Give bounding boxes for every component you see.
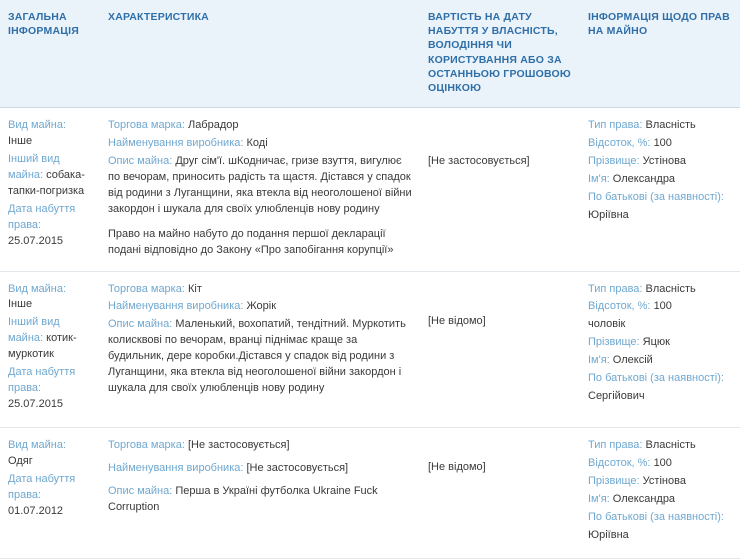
field-other-property-type [8,315,92,363]
field-right-type [588,282,732,298]
field-manufacturer [108,299,412,315]
cell-characteristic [100,428,420,559]
label-description: Опис майна: [108,154,173,167]
value-description: Маленький, вохопатий, тендітний. Муркотить колисквові по вечорам, вранці піднімає краще за будильник, дере коробки.Дістався у спадок від родини з Луганщини, яка втекла від неоголошеної війни закордон і шукала для своїх улюбленців нову родину [108,318,406,395]
value-acquired-date: 25.07.2015 [8,234,64,247]
cell-rights [580,108,740,272]
value-patronymic: Сергійович [588,390,645,403]
label-patronymic: По батькові (за наявності): [588,372,724,385]
value-patronymic: Юріївна [588,208,629,221]
label-trademark: Торгова марка: [108,119,185,132]
label-patronymic: По батькові (за наявності): [588,510,724,523]
field-trademark [108,282,412,298]
cell-cost [420,271,580,428]
field-manufacturer [108,461,412,477]
field-name [588,492,732,508]
label-acquired-date: Дата набуття права: [8,202,76,231]
field-description [108,484,412,516]
label-surname: Прізвище: [588,474,640,487]
field-trademark [108,438,412,454]
label-trademark: Торгова марка: [108,439,185,452]
field-description [108,154,412,218]
label-trademark: Торгова марка: [108,282,185,295]
label-right-type: Тип права: [588,282,643,295]
value-patronymic: Юріївна [588,528,629,541]
column-header-general-info: ЗАГАЛЬНА ІНФОРМАЦІЯ [0,0,100,108]
value-percent: 100 [653,300,672,313]
field-surname [588,474,732,490]
value-acquired-date: 25.07.2015 [8,398,64,411]
field-right-type [588,438,732,454]
label-other-property-type: Інший вид майна: [8,316,60,345]
value-property-type: Інше [8,298,33,311]
cell-cost [420,428,580,559]
label-percent: Відсоток, %: [588,136,651,149]
field-trademark [108,118,412,134]
value-description: Перша в Україні футболка Ukraine Fuck Corruption [108,484,378,513]
field-surname [588,335,732,351]
column-header-cost: ВАРТІСТЬ НА ДАТУ НАБУТТЯ У ВЛАСНІСТЬ, ВОЛОДІННЯ ЧИ КОРИСТУВАННЯ АБО ЗА ОСТАННЬОЮ ГРОШОВОЮ ОЦІНКОЮ [420,0,580,108]
label-percent: Відсоток, %: [588,300,651,313]
column-header-rights: ІНФОРМАЦІЯ ЩОДО ПРАВ НА МАЙНО [580,0,740,108]
value-manufacturer: Коді [246,136,268,149]
field-description [108,317,412,397]
field-property-type [8,118,92,150]
table-row [0,108,740,272]
table-header-row [0,0,740,108]
label-percent: Відсоток, %: [588,456,651,469]
field-name [588,353,732,369]
value-surname: Устінова [642,474,686,487]
table-row [0,271,740,428]
value-cost: [Не відомо] [428,461,486,474]
field-patronymic [588,371,732,387]
cell-cost [420,108,580,272]
label-other-property-type: Інший вид майна: [8,152,60,181]
label-name: Ім'я: [588,354,610,367]
field-property-type [8,282,92,314]
label-acquired-date: Дата набуття права: [8,472,76,501]
value-name: Олександра [612,492,676,505]
cell-general-info [0,271,100,428]
value-property-type: Інше [8,134,33,147]
field-manufacturer [108,136,412,152]
value-description: Друг сім'ї. шКодничає, гризе взуття, вигулює по вечорам, приносить радість та щастя. Дістався у спадок від родини з Луганщини, яка втекла від неоголошеної війни закордон і шукала для своїх улюбленців нову родину [108,154,412,215]
cell-rights [580,428,740,559]
label-surname: Прізвище: [588,154,640,167]
field-percent [588,136,732,152]
label-name: Ім'я: [588,492,610,505]
value-name: Олександра [612,172,676,185]
field-patronymic [588,190,732,206]
field-acquired-date [8,202,92,250]
field-surname [588,154,732,170]
label-patronymic: По батькові (за наявності): [588,190,724,203]
field-percent [588,456,732,472]
label-property-type: Вид майна: [8,282,67,295]
value-surname: Яцюк [642,336,670,349]
value-right-type: Власність [645,282,696,295]
value-manufacturer: [Не застосовується] [246,461,349,474]
value-legal-note: Право на майно набуто до подання першої декларації подані відповідно до Закону «Про запобігання корупції» [108,227,394,256]
cell-general-info [0,428,100,559]
value-name: Олексій [612,354,653,367]
label-right-type: Тип права: [588,439,643,452]
value-property-type: Одяг [8,454,33,467]
label-name: Ім'я: [588,172,610,185]
field-name [588,172,732,188]
label-description: Опис майна: [108,318,173,331]
value-trademark: [Не застосовується] [187,439,290,452]
label-manufacturer: Найменування виробника: [108,461,244,474]
value-relation: чоловік [588,318,626,331]
field-right-type [588,118,732,134]
value-surname: Устінова [642,154,686,167]
field-acquired-date [8,365,92,413]
value-other-property-type: котик-муркотик [8,332,77,361]
cell-general-info [0,108,100,272]
value-right-type: Власність [645,439,696,452]
cell-rights [580,271,740,428]
label-manufacturer: Найменування виробника: [108,300,244,313]
value-manufacturer: Жорік [246,300,277,313]
field-patronymic [588,510,732,526]
field-acquired-date [8,472,92,520]
label-surname: Прізвище: [588,336,640,349]
label-right-type: Тип права: [588,119,643,132]
table-row [0,428,740,559]
value-trademark: Кіт [187,282,202,295]
cell-characteristic [100,108,420,272]
label-manufacturer: Найменування виробника: [108,136,244,149]
value-right-type: Власність [645,119,696,132]
field-property-type [8,438,92,470]
label-property-type: Вид майна: [8,439,67,452]
value-acquired-date: 01.07.2012 [8,504,64,517]
value-percent: 100 [653,136,672,149]
label-property-type: Вид майна: [8,119,67,132]
value-cost: [Не відомо] [428,314,486,327]
value-other-property-type: собака-тапки-погризка [8,168,85,197]
value-cost: [Не застосовується] [428,155,530,168]
column-header-characteristic: ХАРАКТЕРИСТИКА [100,0,420,108]
field-percent [588,299,732,315]
label-acquired-date: Дата набуття права: [8,366,76,395]
cell-characteristic [100,271,420,428]
value-percent: 100 [653,456,672,469]
value-trademark: Лабрадор [187,119,239,132]
label-description: Опис майна: [108,484,173,497]
field-other-property-type [8,152,92,200]
